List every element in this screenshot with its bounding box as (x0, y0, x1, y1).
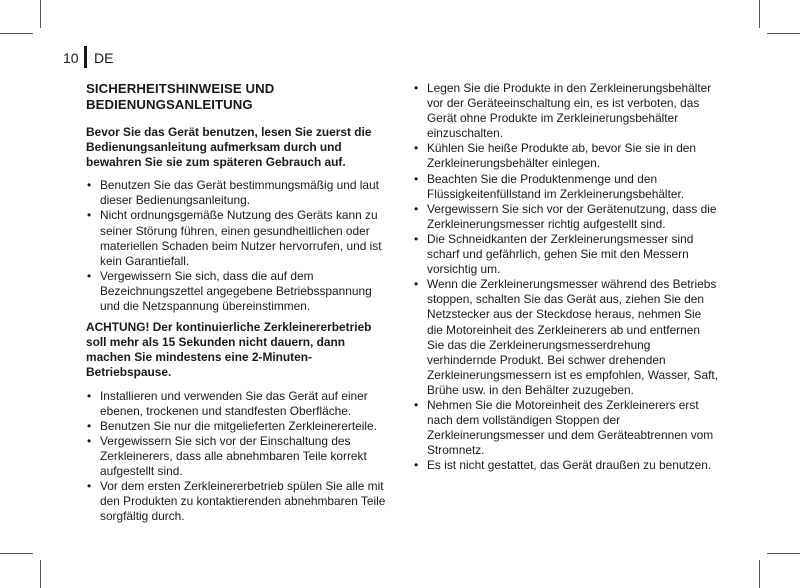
list-item: • Benutzen Sie nur die mitgelieferten Zerkleinererteile. (86, 419, 388, 434)
list-item: • Installieren und verwenden Sie das Gerät auf einer ebenen, trockenen und standfesten Oberfläche. (86, 389, 388, 419)
page-number: 10 (63, 50, 79, 66)
warning-paragraph: ACHTUNG! Der kontinuierliche Zerkleinererbetrieb soll mehr als 15 Sekunden nicht dauern, dann machen Sie mindestens eine 2-Minuten-Betriebspause. (86, 320, 372, 380)
crop-mark-bl-h (0, 553, 33, 554)
section-title: SICHERHEITSHINWEISE UND BEDIENUNGSANLEITUNG (86, 81, 275, 112)
crop-mark-tl-h (0, 33, 33, 34)
safety-list-1 (86, 178, 388, 314)
crop-mark-tl-v (40, 0, 41, 28)
list-item: • Es ist nicht gestattet, das Gerät draußen zu benutzen. (413, 458, 718, 473)
list-item: • Nicht ordnungsgemäße Nutzung des Geräts kann zu seiner Störung führen, einen gesundheitlichen oder materiellen Schaden beim Nutzer hervorrufen, und ist kein Garantiefall. (86, 208, 388, 268)
safety-list-2 (86, 389, 388, 525)
list-item: • Die Schneidkanten der Zerkleinerungsmesser sind scharf und gefährlich, gehen Sie mit den Messern vorsichtig um. (413, 232, 718, 277)
crop-mark-tr-h (767, 33, 800, 34)
list-item: • Beachten Sie die Produktenmenge und den Flüssigkeitenfüllstand im Zerkleinerungsbehälter. (413, 172, 718, 202)
list-item: • Vergewissern Sie sich vor der Einschaltung des Zerkleinerers, dass alle abnehmbaren Teile korrekt aufgestellt sind. (86, 434, 388, 479)
list-item: • Nehmen Sie die Motoreinheit des Zerkleinerers erst nach dem vollständigen Stoppen der Zerkleinerungsmesser und dem Geräteabtrennen vom Stromnetz. (413, 398, 718, 458)
safety-list-3 (413, 81, 718, 473)
list-item: • Vergewissern Sie sich vor der Gerätenutzung, dass die Zerkleinerungsmesser richtig aufgestellt sind. (413, 202, 718, 232)
list-item: • Vergewissern Sie sich, dass die auf dem Bezeichnungszettel angegebene Betriebsspannung und die Netzspannung übereinstimmen. (86, 269, 388, 314)
list-item: • Wenn die Zerkleinerungsmesser während des Betriebs stoppen, schalten Sie das Gerät aus, ziehen Sie den Netzstecker aus der Steckdose heraus, nehmen Sie die Motoreinheit des Zerkleinerers ab und entfernen Sie das die Zerkleinerungsmesserdrehung verhindernde Produkt. Bei schwer drehenden Zerkleinerungsmessern ist es empfohlen, Wasser, Saft, Brühe usw. in den Behälter zuzugeben. (413, 277, 718, 398)
crop-mark-br-v (759, 560, 760, 588)
intro-paragraph: Bevor Sie das Gerät benutzen, lesen Sie zuerst die Bedienungsanleitung aufmerksam durch und bewahren Sie sie zum späteren Gebrauch auf. (86, 125, 372, 170)
list-item: • Benutzen Sie das Gerät bestimmungsmäßig und laut dieser Bedienungsanleitung. (86, 178, 388, 208)
list-item: • Legen Sie die Produkte in den Zerkleinerungsbehälter vor der Geräteeinschaltung ein, es ist verboten, das Gerät ohne Produkte im Zerkleinerungsbehälter einzuschalten. (413, 81, 718, 141)
crop-mark-tr-v (759, 0, 760, 28)
page-header-divider (84, 46, 87, 68)
left-column (86, 81, 388, 530)
crop-mark-br-h (767, 553, 800, 554)
list-item: • Vor dem ersten Zerkleinererbetrieb spülen Sie alle mit den Produkten zu kontaktierenden abnehmbaren Teile sorgfältig durch. (86, 479, 388, 524)
page-language: DE (94, 50, 114, 66)
right-column (413, 81, 718, 479)
list-item: • Kühlen Sie heiße Produkte ab, bevor Sie sie in den Zerkleinerungsbehälter einlegen. (413, 141, 718, 171)
crop-mark-bl-v (40, 560, 41, 588)
